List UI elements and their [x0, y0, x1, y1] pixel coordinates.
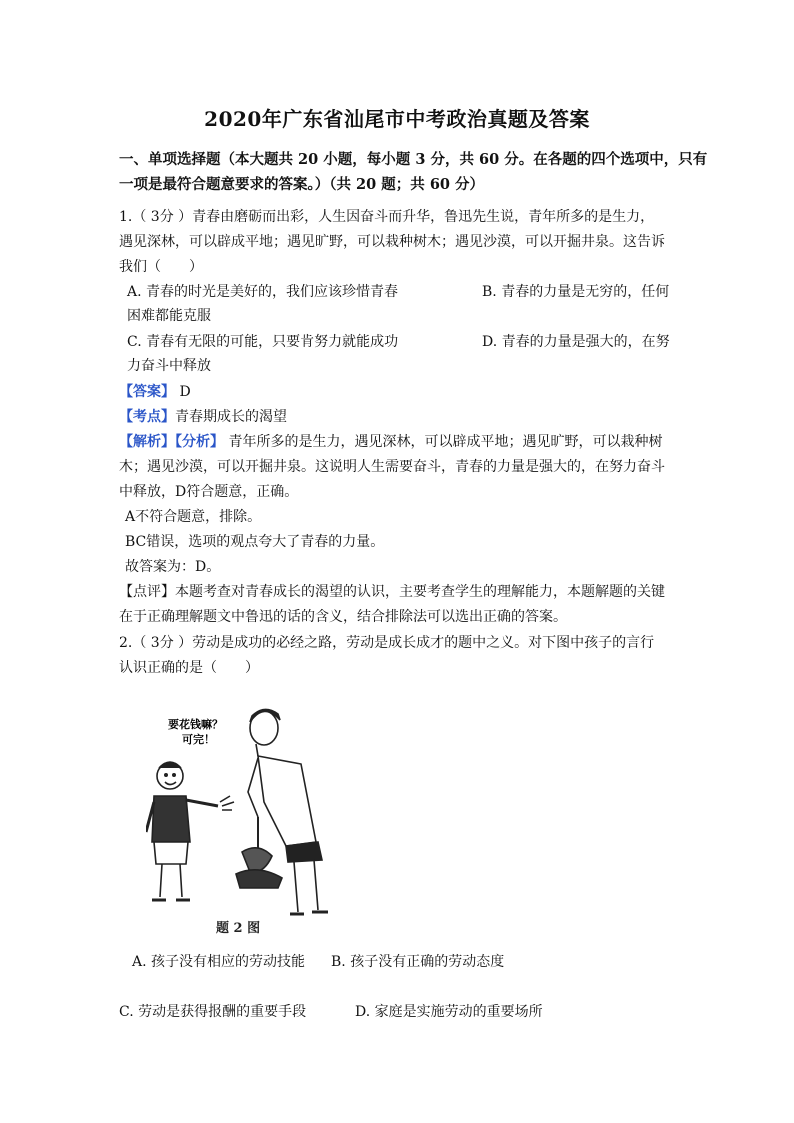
q1-option-a: A. 青春的时光是美好的，我们应该珍惜青春 [127, 284, 399, 300]
point-label: 【考点】 [119, 409, 175, 425]
figure-caption: 题 2 图 [216, 921, 261, 936]
q1-analysis-line5: BC错误，选项的观点夸大了青春的力量。 [125, 534, 385, 550]
answer-value: D [179, 384, 191, 400]
q1-option-b: B. 青春的力量是无穷的，任何 [482, 284, 670, 300]
q2-option-b: B. 孩子没有正确的劳动态度 [331, 954, 505, 970]
q1-stem-line2: 遇见深林，可以辟成平地；遇见旷野，可以栽种树木；遇见沙漠，可以开掘井泉。这告诉 [119, 234, 665, 250]
q1-stem-line1: 1.（ 3分 ）青春由磨砺而出彩，人生因奋斗而升华，鲁迅先生说，青年所多的是生力， [119, 209, 655, 225]
q1-stem-line3: 我们（ ） [119, 259, 203, 275]
q1-analysis-line4: A不符合题意，排除。 [125, 509, 262, 525]
q2-cartoon-figure [146, 692, 344, 936]
q1-analysis-line6: 故答案为：D。 [125, 559, 221, 575]
q2-stem-line1: 2.（ 3分 ）劳动是成功的必经之路，劳动是成长成才的题中之义。对下图中孩子的言行 [119, 635, 655, 651]
analysis-text-1: 青年所多的是生力，遇见深林，可以辟成平地；遇见旷野，可以栽种树 [228, 434, 663, 450]
analysis-label: 【解析】【分析】 [119, 434, 224, 450]
q1-point [119, 407, 287, 427]
speech-bubble-line1: 要花钱嘛？ [168, 718, 223, 731]
q1-analysis-line3: 中释放，D符合题意，正确。 [119, 484, 299, 500]
child-figure [146, 762, 234, 900]
q2-option-a: A. 孩子没有相应的劳动技能 [132, 954, 306, 970]
page-title: 2020年广东省汕尾市中考政治真题及答案 [204, 107, 590, 131]
q2-stem-line2: 认识正确的是（ ） [119, 660, 259, 676]
section-heading-line2: 一项是最符合题意要求的答案。）（共 20 题；共 60 分） [119, 176, 485, 193]
adult-figure [236, 709, 328, 914]
q1-option-c: C. 青春有无限的可能，只要肯努力就能成功 [127, 334, 399, 350]
q1-option-b-continued: 困难都能克服 [127, 308, 211, 324]
speech-bubble-line2: 可完！ [182, 733, 215, 746]
q2-option-d: D. 家庭是实施劳动的重要场所 [355, 1004, 543, 1020]
q1-option-d: D. 青春的力量是强大的，在努 [482, 334, 670, 350]
q1-comment-line1: 【点评】本题考查对青春成长的渴望的认识，主要考查学生的理解能力，本题解题的关键 [119, 584, 665, 600]
q1-analysis-line1 [119, 432, 662, 452]
section-heading-line1: 一、单项选择题（本大题共 20 小题，每小题 3 分，共 60 分。在各题的四个选项中，只有 [119, 151, 708, 168]
answer-label: 【答案】 [119, 384, 175, 400]
q2-option-c: C. 劳动是获得报酬的重要手段 [119, 1004, 307, 1020]
q1-option-d-continued: 力奋斗中释放 [127, 358, 211, 374]
q1-answer [119, 382, 191, 402]
q1-analysis-line2: 木；遇见沙漠，可以开掘井泉。这说明人生需要奋斗，青春的力量是强大的，在努力奋斗 [119, 459, 665, 475]
q1-comment-line2: 在于正确理解题文中鲁迅的话的含义，结合排除法可以选出正确的答案。 [119, 609, 567, 625]
cartoon-illustration [146, 692, 344, 936]
point-value: 青春期成长的渴望 [175, 409, 287, 425]
